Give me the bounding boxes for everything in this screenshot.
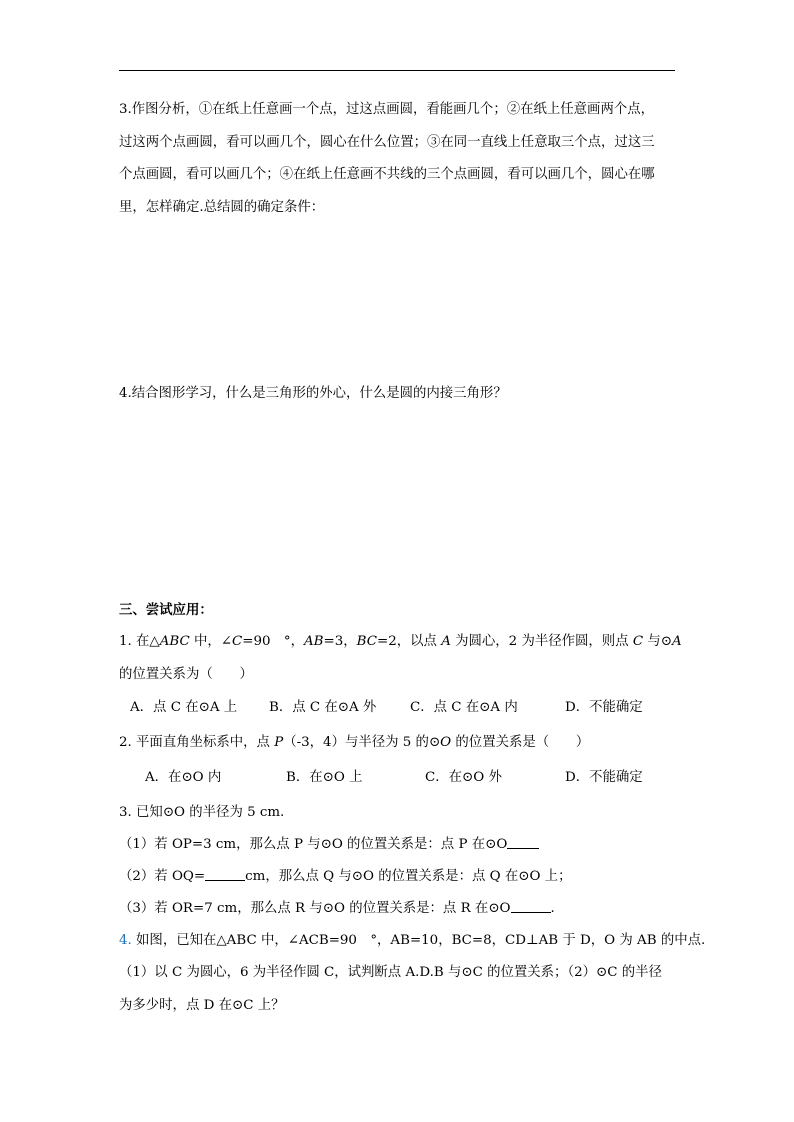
p2-option-d: D．不能确定 bbox=[565, 770, 643, 785]
q4-text: 4.结合图形学习，什么是三角形的外心，什么是圆的内接三角形？ bbox=[119, 386, 507, 401]
p4-line-2: （1）以 C 为圆心，6 为半径作圆 C，试判断点 A.D.B 与⊙C 的位置关系；（2）⊙C 的半径 bbox=[119, 965, 662, 980]
answer-blank bbox=[507, 834, 539, 849]
p1-option-a: A．点 C 在⊙A 上 bbox=[130, 700, 238, 715]
answer-blank bbox=[511, 898, 551, 913]
p2-option-c: C．在⊙O 外 bbox=[425, 770, 502, 785]
p3-sub-2: （2）若 OQ= cm，那么点 Q 与⊙O 的位置关系是：点 Q 在⊙O 上； bbox=[119, 866, 571, 887]
p1-option-c: C．点 C 在⊙A 内 bbox=[410, 700, 518, 715]
p4-line-3: 为多少时，点 D 在⊙C 上？ bbox=[119, 998, 285, 1013]
p3-sub-3: （3）若 OR=7 cm，那么点 R 与⊙O 的位置关系是：点 R 在⊙O . bbox=[119, 898, 555, 919]
p3-sub-1: （1）若 OP=3 cm，那么点 P 与⊙O 的位置关系是：点 P 在⊙O bbox=[119, 834, 539, 855]
q3-line-2: 过这两个点画圆，看可以画几个，圆心在什么位置；③在同一直线上任意取三个点，过这三 bbox=[119, 135, 655, 150]
p1-stem-line-1: 1. 在△ABC 中，∠C=90 °，AB=3，BC=2，以点 A 为圆心，2 为半径作圆，则点 C 与⊙A bbox=[119, 634, 682, 649]
p1-option-b: B．点 C 在⊙A 外 bbox=[269, 700, 377, 715]
q3-line-1: 3.作图分析，①在纸上任意画一个点，过这点画圆，看能画几个；②在纸上任意画两个点， bbox=[119, 102, 655, 117]
answer-blank bbox=[205, 866, 245, 881]
p4-number: 4. bbox=[119, 933, 132, 948]
p4-line-1: 4. 如图，已知在△ABC 中，∠ACB=90 °，AB=10，BC=8，CD⊥AB 于 D，O 为 AB 的中点. bbox=[119, 933, 706, 948]
p3-stem: 3. 已知⊙O 的半径为 5 cm. bbox=[119, 805, 285, 820]
p2-option-a: A．在⊙O 内 bbox=[145, 770, 222, 785]
header-rule bbox=[119, 70, 675, 71]
p2-option-b: B．在⊙O 上 bbox=[286, 770, 363, 785]
p1-stem-line-2: 的位置关系为（ ） bbox=[119, 667, 253, 682]
q3-line-3: 个点画圆，看可以画几个；④在纸上任意画不共线的三个点画圆，看可以画几个，圆心在哪 bbox=[119, 167, 655, 182]
p2-stem: 2. 平面直角坐标系中，点 P（-3，4）与半径为 5 的⊙O 的位置关系是（ ） bbox=[119, 735, 590, 750]
p1-option-d: D．不能确定 bbox=[565, 700, 643, 715]
section-title: 三、尝试应用： bbox=[119, 602, 213, 618]
q3-line-4: 里，怎样确定.总结圆的确定条件： bbox=[119, 200, 325, 215]
